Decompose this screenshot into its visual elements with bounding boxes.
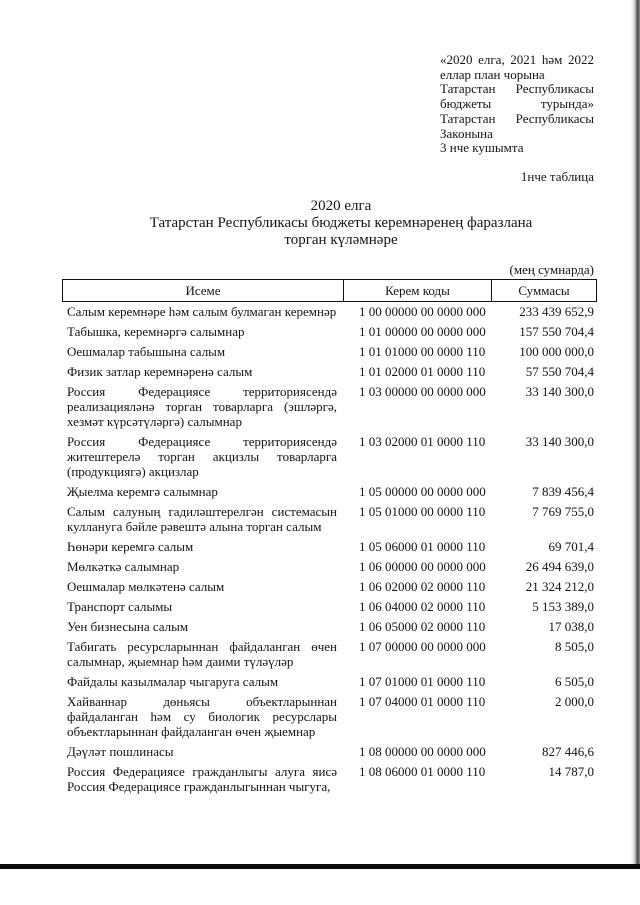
row-name-line: Хайваннар дөньясы объектларыннан [67, 694, 337, 709]
row-amount: 57 550 704,4 [525, 364, 594, 379]
row-code: 1 01 00000 00 0000 000 [359, 324, 486, 339]
row-code: 1 06 04000 02 0000 110 [359, 599, 486, 614]
row-name-line: Дәүләт пошлинасы [67, 744, 174, 759]
row-name [67, 559, 337, 574]
row-name-line: салымнар, җыемнар һәм даими түләүләр [67, 654, 294, 669]
scan-bottom-bar [0, 864, 640, 869]
row-name-line: реализацияләнә торган товарларга (эшләргә, [67, 399, 337, 414]
row-name [67, 744, 337, 759]
row-name-line: Россия Федерациясе гражданлыгыннан чыгуга, [67, 779, 331, 794]
row-name-line: Физик затлар керемнәренә салым [67, 364, 253, 379]
row-name-line: (продукциягә) акцизлар [67, 464, 199, 479]
row-amount: 827 446,6 [542, 744, 594, 759]
row-name [67, 504, 337, 534]
row-name [67, 639, 337, 669]
row-amount: 100 000 000,0 [519, 344, 594, 359]
row-amount: 233 439 652,9 [519, 304, 594, 319]
row-code: 1 08 00000 00 0000 000 [359, 744, 486, 759]
row-amount: 21 324 212,0 [525, 579, 594, 594]
row-name-line: житештерелә торган акцизлы товарларга [67, 449, 337, 464]
row-amount: 2 000,0 [555, 694, 594, 709]
table-row [67, 364, 594, 379]
table-row [67, 694, 594, 739]
row-name [67, 434, 337, 479]
row-code: 1 07 04000 01 0000 110 [359, 694, 486, 709]
annex-note-line: Законына [440, 125, 493, 141]
row-code: 1 03 00000 00 0000 000 [359, 384, 486, 399]
row-name [67, 484, 337, 499]
annex-note-line: еллар план чорына [440, 66, 545, 82]
title-line: торган күләмнәре [284, 231, 398, 248]
row-name-line: куллануга бәйле рәвештә алына торган салым [67, 519, 322, 534]
row-code: 1 03 02000 01 0000 110 [359, 434, 486, 449]
document-title [61, 198, 621, 249]
row-name-line: Россия Федерациясе гражданлыгы алуга яисә [67, 764, 337, 779]
row-name [67, 694, 337, 739]
row-code: 1 07 01000 01 0000 110 [359, 674, 486, 689]
annex-note-line: бюджеты турында» [440, 96, 594, 112]
row-name-line: Оешмалар мөлкәтенә салым [67, 579, 225, 594]
row-name-line: Оешмалар табышына салым [67, 344, 226, 359]
row-name [67, 364, 337, 379]
table-row [67, 619, 594, 634]
row-amount: 14 787,0 [548, 764, 594, 779]
row-amount: 69 701,4 [548, 539, 594, 554]
row-code: 1 08 06000 01 0000 110 [359, 764, 486, 779]
row-code: 1 06 05000 02 0000 110 [359, 619, 486, 634]
table-row [67, 599, 594, 614]
table-row [67, 639, 594, 669]
title-line: Татарстан Республикасы бюджеты керемнәренең фаразлана [149, 214, 533, 231]
table-row [67, 434, 594, 479]
table-row [67, 539, 594, 554]
table-row [67, 304, 594, 319]
row-name-line: Мөлкәткә салымнар [67, 559, 180, 574]
table-number: 1нче таблица [520, 169, 594, 184]
row-code: 1 06 02000 02 0000 110 [359, 579, 486, 594]
table-body [67, 304, 594, 799]
row-amount: 26 494 639,0 [525, 559, 594, 574]
annex-note-line: Татарстан Республикасы [440, 81, 594, 97]
row-code: 1 05 06000 01 0000 110 [359, 539, 486, 554]
row-name [67, 764, 337, 794]
table-row [67, 384, 594, 429]
table-header [62, 279, 597, 302]
row-name-line: Россия Федерациясе территориясендә [67, 384, 337, 399]
row-code: 1 00 00000 00 0000 000 [359, 304, 486, 319]
row-name [67, 619, 337, 634]
column-header-amount: Суммасы [518, 283, 570, 298]
row-code: 1 01 01000 00 0000 110 [359, 344, 486, 359]
row-amount: 33 140 300,0 [525, 434, 594, 449]
row-name [67, 539, 337, 554]
row-name [67, 384, 337, 429]
row-name-line: объектларыннан файдаланган өчен җыемнар [67, 724, 316, 739]
row-amount: 5 153 389,0 [532, 599, 594, 614]
row-code: 1 05 00000 00 0000 000 [359, 484, 486, 499]
row-name-line: Файдалы казылмалар чыгаруга салым [67, 674, 279, 689]
table-row [67, 764, 594, 794]
units-note: (мең сумнарда) [509, 262, 594, 277]
annex-note-line: 3 нче кушымта [440, 140, 524, 156]
column-header-name: Исеме [63, 280, 344, 301]
row-name [67, 344, 337, 359]
row-amount: 8 505,0 [555, 639, 594, 654]
row-code: 1 01 02000 01 0000 110 [359, 364, 486, 379]
table-row [67, 324, 594, 339]
scan-edge-shadow [631, 0, 640, 866]
row-name-line: хезмәт күрсәтүләргә) салымнар [67, 414, 242, 429]
annex-note-line: «2020 елга, 2021 һәм 2022 [440, 52, 594, 67]
table-row [67, 744, 594, 759]
row-amount: 33 140 300,0 [525, 384, 594, 399]
row-name-line: Һөнәри керемгә салым [67, 539, 194, 554]
row-name-line: файдаланган һәм су биологик ресурслары [67, 709, 337, 724]
table-row [67, 504, 594, 534]
row-name [67, 324, 337, 339]
annex-note [440, 53, 594, 156]
row-code: 1 06 00000 00 0000 000 [359, 559, 486, 574]
table-row [67, 484, 594, 499]
table-row [67, 559, 594, 574]
row-name-line: Табышка, керемнәргә салымнар [67, 324, 245, 339]
title-line: 2020 елга [310, 197, 372, 214]
row-amount: 7 839 456,4 [532, 484, 594, 499]
row-name [67, 599, 337, 614]
row-name [67, 579, 337, 594]
table-row [67, 344, 594, 359]
row-name [67, 674, 337, 689]
row-name-line: Салым салуның гадиләштерелгән системасын [67, 504, 337, 519]
table-row [67, 579, 594, 594]
row-name-line: Табигать ресурсларыннан файдаланган өчен [67, 639, 337, 654]
row-amount: 17 038,0 [548, 619, 594, 634]
row-name-line: Уен бизнесына салым [67, 619, 189, 634]
row-amount: 6 505,0 [555, 674, 594, 689]
row-amount: 7 769 755,0 [532, 504, 594, 519]
row-name-line: Россия Федерациясе территориясендә [67, 434, 337, 449]
annex-note-line: Татарстан Республикасы [440, 110, 594, 126]
column-header-code: Керем коды [344, 280, 492, 301]
row-name-line: Җыелма керемгә салымнар [67, 484, 218, 499]
row-amount: 157 550 704,4 [519, 324, 594, 339]
row-code: 1 05 01000 00 0000 110 [359, 504, 486, 519]
row-name [67, 304, 337, 319]
row-name-line: Транспорт салымы [67, 599, 173, 614]
row-name-line: Салым керемнәре һәм салым булмаган керемнәр [67, 304, 337, 319]
table-row [67, 674, 594, 689]
row-code: 1 07 00000 00 0000 000 [359, 639, 486, 654]
